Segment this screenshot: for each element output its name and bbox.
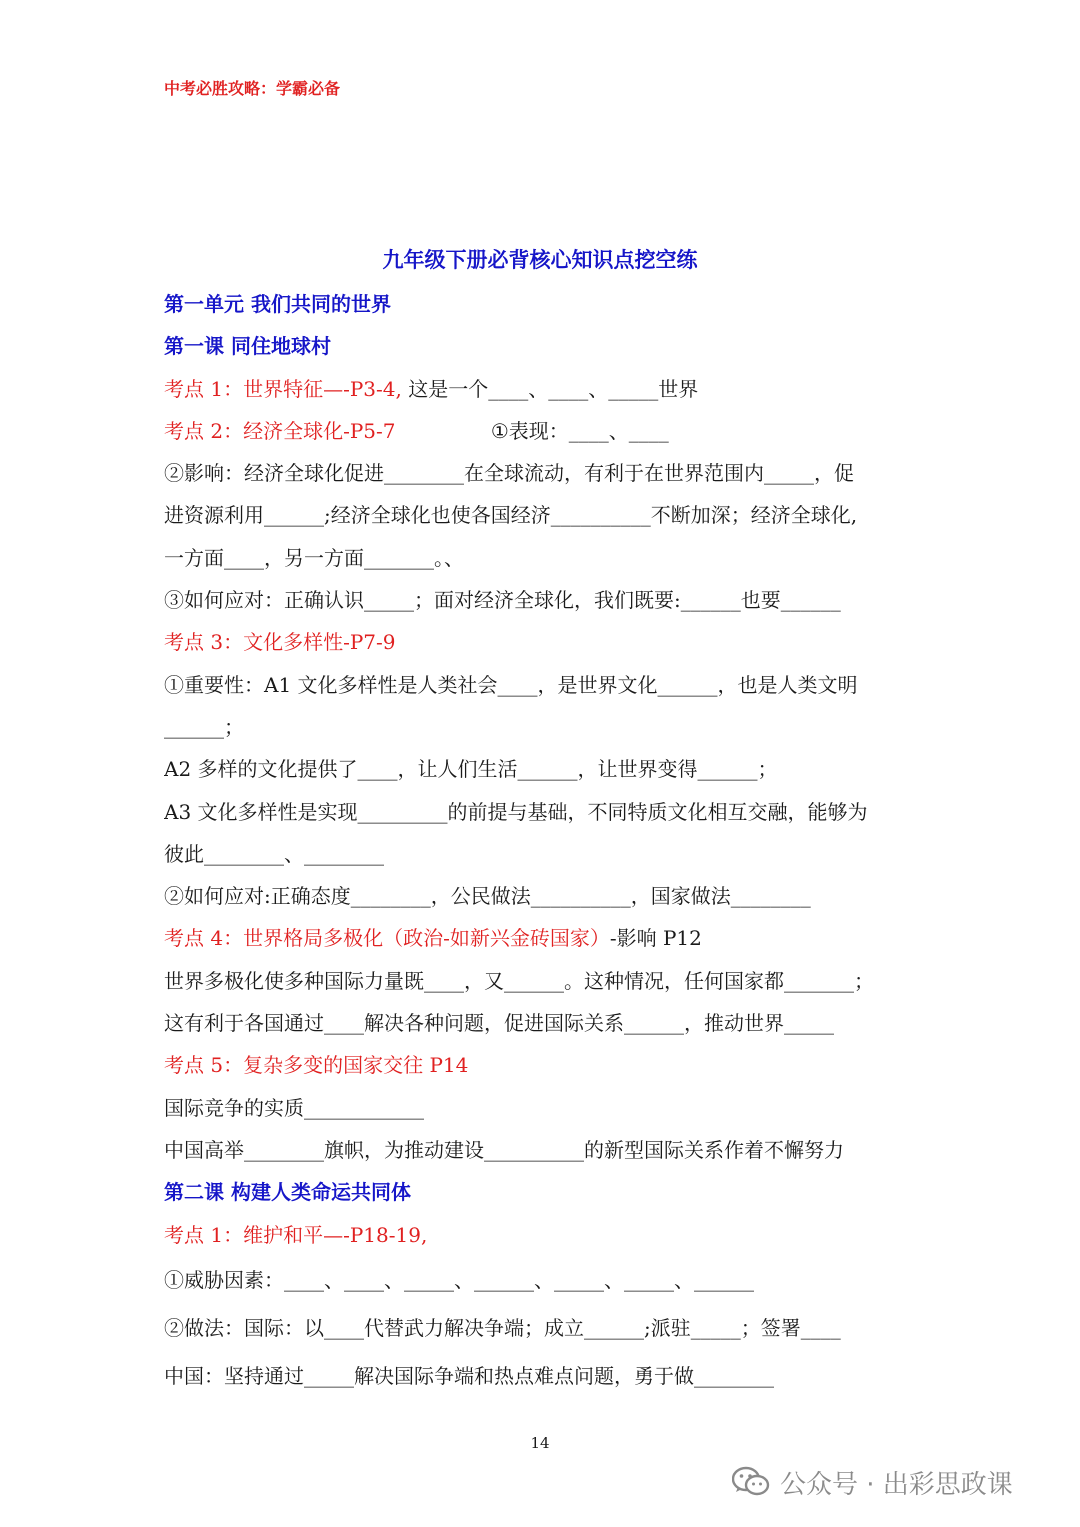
exam-point-line xyxy=(164,917,924,959)
exam-point-label: 考点 1：世界特征—-P3-4, xyxy=(164,376,409,401)
exam-point-heading: 考点 5：复杂多变的国家交往 P14 xyxy=(164,1053,469,1078)
body-line: 进资源利用______;经济全球化也使各国经济__________不断加深；经济全球化, xyxy=(164,503,858,528)
body-line: 中国高举________旗帜，为推动建设__________的新型国际关系作着不懈努力 xyxy=(164,1137,844,1162)
exam-point-heading: 考点 1：维护和平—-P18-19, xyxy=(164,1222,428,1247)
body-line: ①威胁因素：____、____、_____、______、_____、_____、______ xyxy=(164,1267,754,1292)
body-line: 中国：坚持通过_____解决国际争端和热点难点问题，勇于做________ xyxy=(164,1363,774,1388)
body-line: ②如何应对:正确态度________，公民做法__________，国家做法________ xyxy=(164,884,811,909)
exam-point-text: 这是一个____、____、_____世界 xyxy=(408,376,699,401)
body-line: ______； xyxy=(164,714,244,739)
body-line: A2 多样的文化提供了____，让人们生活______，让世界变得______； xyxy=(164,757,778,782)
exam-point-text: -影响 P12 xyxy=(609,926,702,951)
exam-point-label: 考点 2：经济全球化-P5-7 xyxy=(164,418,396,443)
body-line: A3 文化多样性是实现_________的前提与基础，不同特质文化相互交融，能够为 xyxy=(164,799,868,824)
exam-point-line xyxy=(164,368,924,410)
body-line: ②做法：国际：以____代替武力解决争端；成立______;派驻_____；签署____ xyxy=(164,1315,841,1340)
body-line: 彼此________、________ xyxy=(164,841,384,866)
watermark-text: 公众号 · 出彩思政课 xyxy=(780,1469,1013,1500)
exam-point-heading: 考点 3：文化多样性-P7-9 xyxy=(164,630,396,655)
section-heading: 第一单元 我们共同的世界 xyxy=(164,292,391,316)
body-line: 国际竞争的实质____________ xyxy=(164,1095,424,1120)
section-heading: 第一课 同住地球村 xyxy=(164,334,331,359)
body-line: 一方面____，另一方面_______。、 xyxy=(164,545,464,570)
body-line: ②影响：经济全球化促进________在全球流动，有利于在世界范围内_____，促 xyxy=(164,461,854,486)
watermark xyxy=(732,1462,1013,1502)
body-line: ①重要性：A1 文化多样性是人类社会____，是世界文化______，也是人类文明 xyxy=(164,672,858,697)
exam-point-text: ①表现：____、____ xyxy=(395,418,669,443)
document-title: 九年级下册必背核心知识点挖空练 xyxy=(382,247,698,272)
page-number: 14 xyxy=(530,1434,550,1452)
section-heading: 第二课 构建人类命运共同体 xyxy=(164,1180,411,1205)
wechat-icon xyxy=(732,1466,770,1498)
exam-point-label: 考点 4：世界格局多极化（政治-如新兴金砖国家） xyxy=(164,926,610,951)
content-area xyxy=(164,283,924,1400)
body-line: 世界多极化使多种国际力量既____，又______。这种情况，任何国家都_______； xyxy=(164,968,874,993)
body-line: ③如何应对：正确认识_____；面对经济全球化，我们既要:______也要______ xyxy=(164,588,841,613)
exam-point-line xyxy=(164,410,924,452)
header-note: 中考必胜攻略：学霸必备 xyxy=(164,79,341,98)
body-line: 这有利于各国通过____解决各种问题，促进国际关系______，推动世界_____ xyxy=(164,1011,834,1036)
